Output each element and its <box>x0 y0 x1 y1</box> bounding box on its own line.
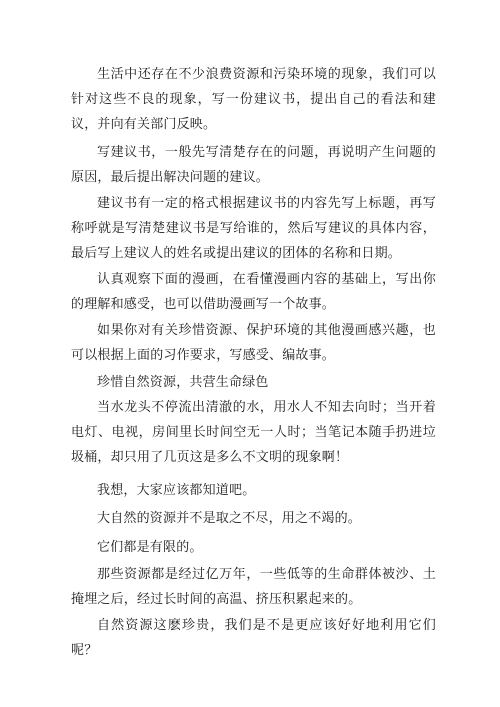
paragraph-1: 生活中还存在不少浪费资源和污染环境的现象，我们可以针对这些不良的现象，写一份建议书，提出自己的看法和建议，并向有关部门反映。 <box>71 67 436 132</box>
paragraph-7: 我想，大家应该都知道吧。 <box>97 483 256 498</box>
paragraph-9: 它们都是有限的。 <box>97 540 203 555</box>
paragraph-8: 大自然的资源并不是取之不尽，用之不竭的。 <box>97 511 362 526</box>
paragraph-3: 建议书有一定的格式根据建议书的内容先写上标题，再写称呼就是写清楚建议书是写给谁的，然后写建议的具体内容，最后写上建议人的姓名或提出建议的团体的名称和日期。 <box>71 196 436 261</box>
section-heading: 珍惜自然资源，共营生命绿色 <box>97 375 269 390</box>
paragraph-2: 写建议书，一般先写清楚存在的问题，再说明产生问题的原因，最后提出解决问题的建议。 <box>71 145 436 185</box>
paragraph-6: 当水龙头不停流出清澈的水，用水人不知去向时；当开着电灯、电视，房间里长时间空无一人时；当笔记本随手扔进垃圾桶，却只用了几页这是多么不文明的现象啊！ <box>71 400 436 465</box>
paragraph-4: 认真观察下面的漫画，在看懂漫画内容的基础上，写出你的理解和感受，也可以借助漫画写一个故事。 <box>71 272 436 312</box>
paragraph-5: 如果你对有关珍惜资源、保护环境的其他漫画感兴趣，也可以根据上面的习作要求，写感受、编故事。 <box>71 323 436 363</box>
paragraph-11: 自然资源这麽珍贵，我们是不是更应该好好地利用它们呢？ <box>71 618 436 658</box>
paragraph-10: 那些资源都是经过亿万年，一些低等的生命群体被沙、土掩埋之后，经过长时间的高温、挤压积累起来的。 <box>71 567 436 607</box>
